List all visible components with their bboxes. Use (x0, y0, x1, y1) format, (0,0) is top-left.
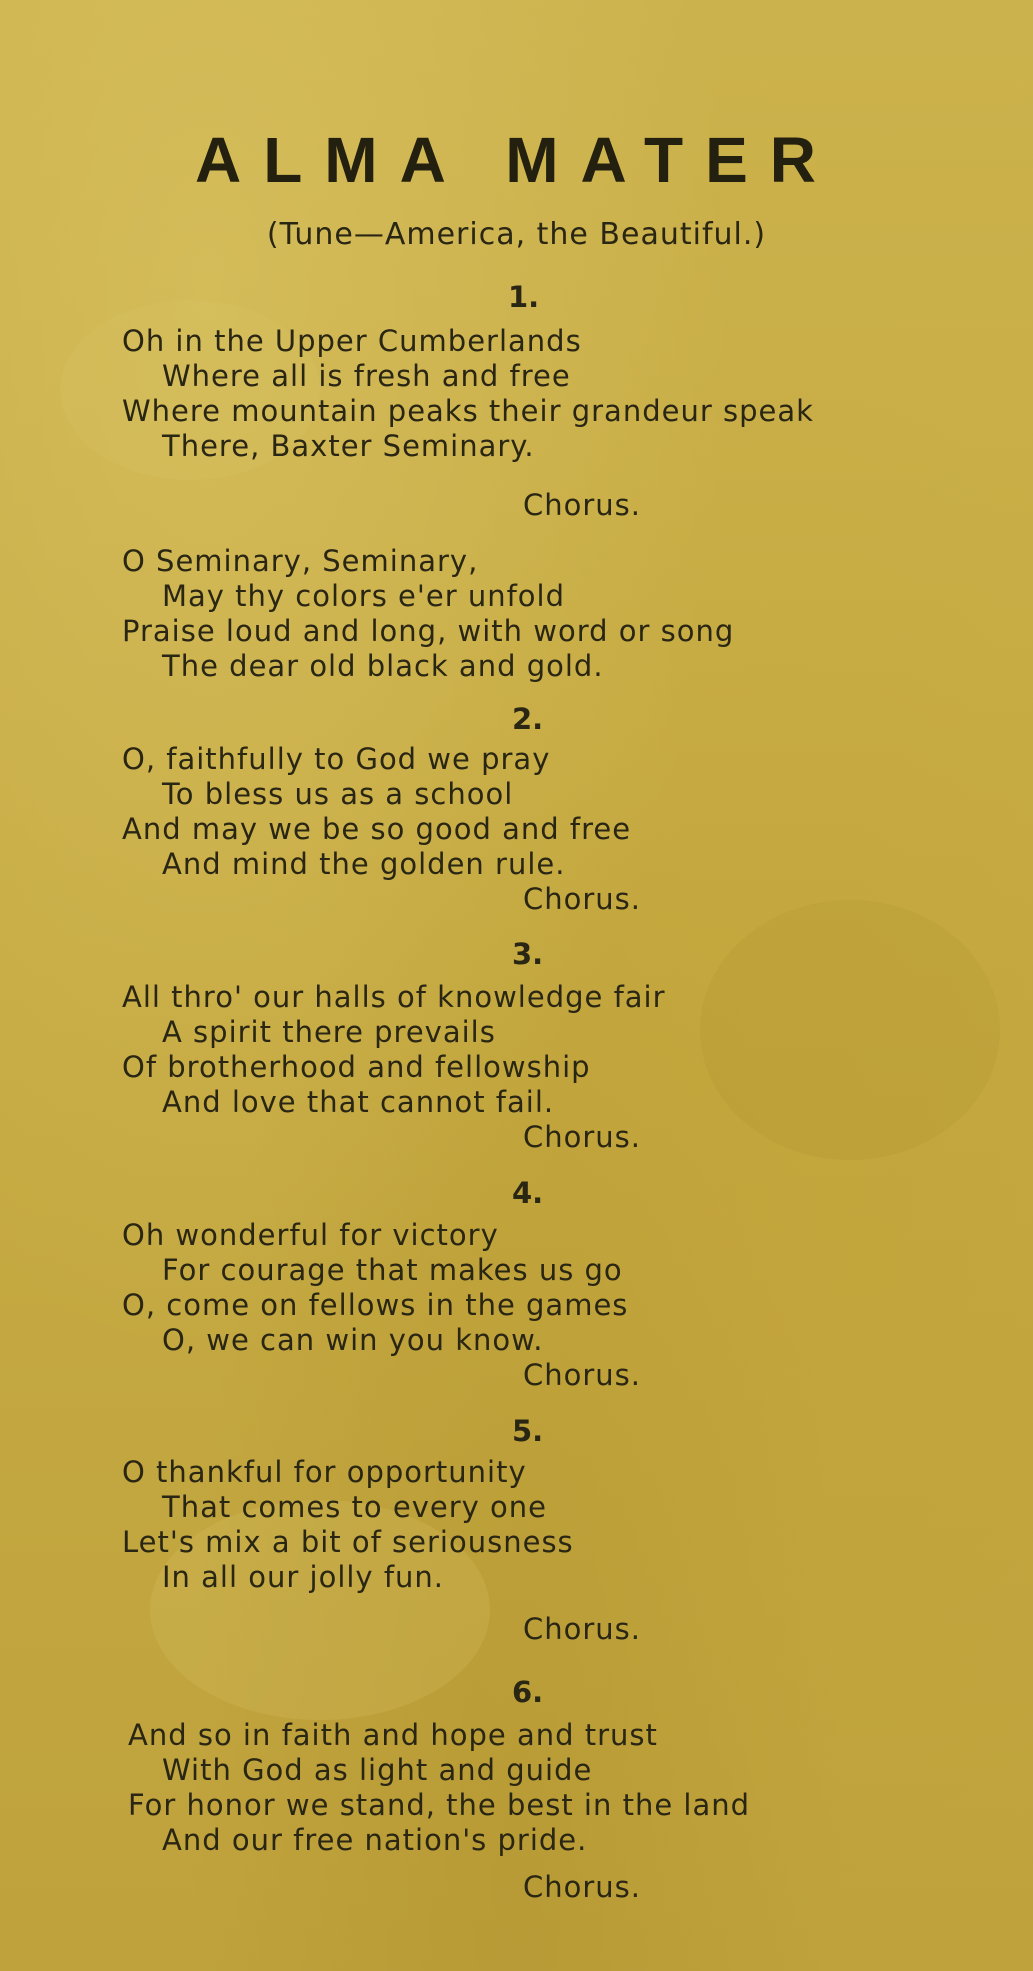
verse-line: All thro' our halls of knowledge fair (122, 980, 666, 1014)
verse-line: For courage that makes us go (162, 1253, 623, 1287)
chorus-line: May thy colors e'er unfold (162, 579, 566, 613)
verse-number: 4. (512, 1176, 544, 1210)
verse-line: Of brotherhood and fellowship (122, 1050, 591, 1084)
verse-line: To bless us as a school (162, 777, 514, 811)
verse-line: Where mountain peaks their grandeur speak (122, 394, 814, 428)
verse-line: O thankful for opportunity (122, 1455, 527, 1489)
chorus-label: Chorus. (523, 882, 642, 916)
verse-line: And so in faith and hope and trust (128, 1718, 658, 1752)
verse-line: That comes to every one (162, 1490, 548, 1524)
verse-line: In all our jolly fun. (162, 1560, 444, 1594)
verse-line: And mind the golden rule. (162, 847, 566, 881)
subtitle: (Tune—America, the Beautiful.) (266, 217, 767, 252)
verse-line: And our free nation's pride. (162, 1823, 588, 1857)
verse-line: O, we can win you know. (162, 1323, 544, 1357)
verse-line: O, faithfully to God we pray (122, 742, 551, 776)
chorus-label: Chorus. (523, 1870, 642, 1904)
paper-stain (700, 900, 1000, 1160)
chorus-label: Chorus. (523, 488, 642, 522)
verse-line: And may we be so good and free (122, 812, 632, 846)
verse-line: Oh wonderful for victory (122, 1218, 499, 1252)
verse-line: And love that cannot fail. (162, 1085, 555, 1119)
chorus-label: Chorus. (523, 1358, 642, 1392)
verse-number: 3. (512, 937, 544, 971)
verse-number: 1. (508, 280, 540, 314)
verse-line: With God as light and guide (162, 1753, 593, 1787)
verse-number: 2. (512, 702, 544, 736)
verse-line: A spirit there prevails (162, 1015, 496, 1049)
chorus-line: Praise loud and long, with word or song (122, 614, 735, 648)
page-title: ALMA MATER (194, 124, 839, 196)
verse-line: For honor we stand, the best in the land (128, 1788, 751, 1822)
verse-line: There, Baxter Seminary. (162, 429, 535, 463)
chorus-line: O Seminary, Seminary, (122, 544, 479, 578)
chorus-label: Chorus. (523, 1120, 642, 1154)
verse-line: Oh in the Upper Cumberlands (122, 324, 582, 358)
verse-line: Let's mix a bit of seriousness (122, 1525, 574, 1559)
verse-line: Where all is fresh and free (162, 359, 571, 393)
verse-number: 6. (512, 1675, 544, 1709)
verse-number: 5. (512, 1414, 544, 1448)
verse-line: O, come on fellows in the games (122, 1288, 629, 1322)
chorus-line: The dear old black and gold. (162, 649, 604, 683)
chorus-label: Chorus. (523, 1612, 642, 1646)
